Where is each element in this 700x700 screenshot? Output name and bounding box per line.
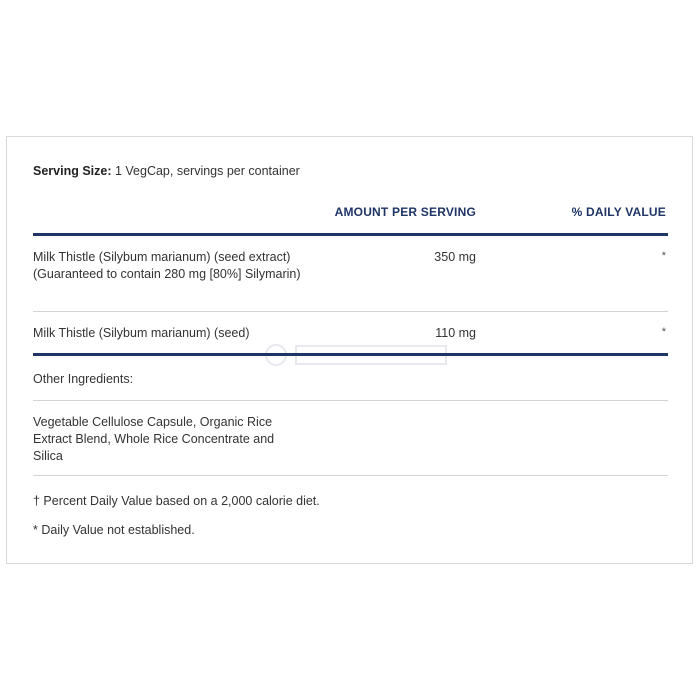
daily-value-header: % DAILY VALUE bbox=[571, 205, 666, 219]
ingredient-name: Milk Thistle (Silybum marianum) (seed extract) (Guaranteed to contain 280 mg [80%] Silymarin) bbox=[33, 250, 301, 281]
footnote-not-established: * Daily Value not established. bbox=[33, 523, 195, 537]
serving-size-value: 1 VegCap, servings per container bbox=[111, 164, 300, 178]
other-ingredients-list: Vegetable Cellulose Capsule, Organic Rice Extract Blend, Whole Rice Concentrate and Silica bbox=[33, 415, 275, 463]
supplement-facts-panel bbox=[6, 136, 693, 564]
footnote-percent-daily-value: † Percent Daily Value based on a 2,000 calorie diet. bbox=[33, 494, 320, 508]
ingredient-daily-value: * bbox=[661, 326, 666, 338]
other-ingredients-heading: Other Ingredients: bbox=[33, 372, 134, 386]
ingredient-amount: 110 mg bbox=[435, 326, 476, 340]
ingredient-name: Milk Thistle (Silybum marianum) (seed) bbox=[33, 326, 250, 340]
ingredients-divider bbox=[33, 353, 668, 356]
ingredient-amount: 350 mg bbox=[434, 250, 476, 264]
row-divider bbox=[33, 311, 668, 312]
row-divider bbox=[33, 475, 668, 476]
ingredient-daily-value: * bbox=[661, 250, 666, 262]
amount-per-serving-header: AMOUNT PER SERVING bbox=[334, 205, 476, 219]
header-divider bbox=[33, 233, 668, 236]
row-divider bbox=[33, 400, 668, 401]
serving-size bbox=[33, 164, 300, 178]
serving-size-label: Serving Size: bbox=[33, 164, 112, 178]
